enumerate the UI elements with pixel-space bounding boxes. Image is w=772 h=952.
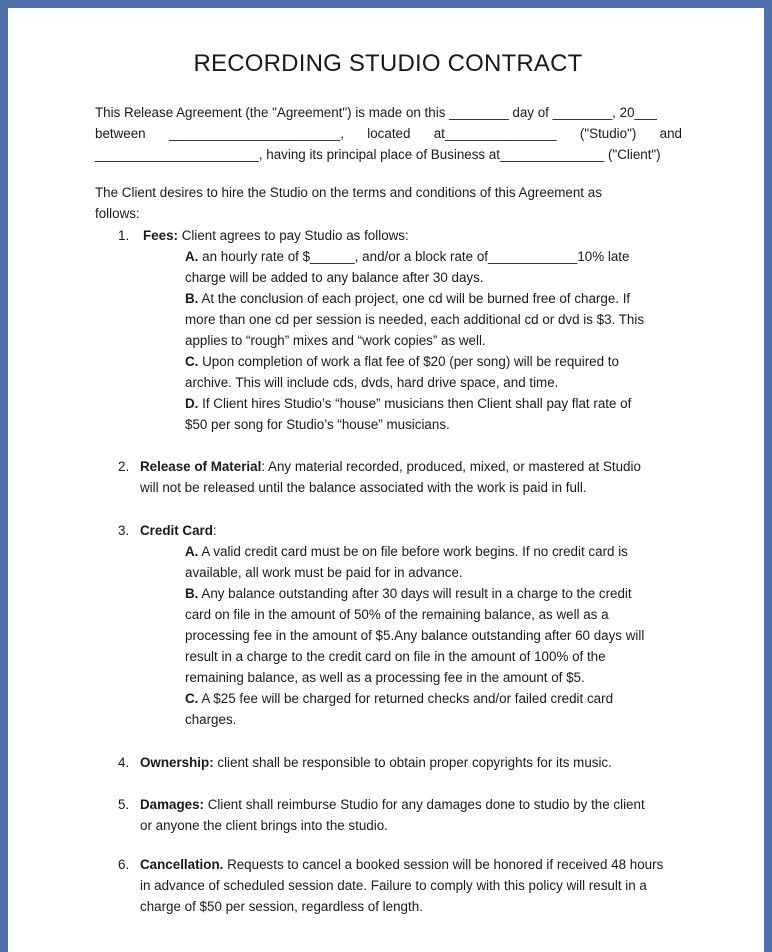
section-1b-line-1: B. At the conclusion of each project, one cd will be burned free of charge. If	[185, 291, 631, 306]
section-3b-line-3: processing fee in the amount of $5.Any balance outstanding after 60 days will	[185, 628, 645, 643]
intro-line-1: This Release Agreement (the "Agreement") is made on this ________ day of ________, 20___	[95, 105, 657, 120]
section-1a-line-2: charge will be added to any balance after 30 days.	[185, 270, 484, 285]
section-3b-line-5: remaining balance, as well as a processing fee in the amount of $5.	[185, 670, 585, 685]
section-3-number: 3.	[118, 523, 130, 538]
section-3b-line-2: card on file in the amount of 50% of the remaining balance, as well as a	[185, 607, 609, 622]
section-1-heading: Fees: Client agrees to pay Studio as follows:	[143, 228, 409, 243]
section-1c-line-1: C. Upon completion of work a flat fee of $20 (per song) will be required to	[185, 354, 619, 369]
section-5-line-2: or anyone the client brings into the studio.	[140, 818, 388, 833]
section-1b-line-3: applies to “rough” mixes and “work copies” as well.	[185, 333, 486, 348]
section-4-number: 4.	[118, 755, 130, 770]
section-6-line-1: Cancellation. Requests to cancel a booked session will be honored if received 48 hours	[140, 857, 664, 872]
section-1b-line-2: more than one cd per session is needed, each additional cd or dvd is $3. This	[185, 312, 645, 327]
section-3c-line-1: C. A $25 fee will be charged for returned checks and/or failed credit card	[185, 691, 614, 706]
section-6-line-3: charge of $50 per session, regardless of length.	[140, 899, 423, 914]
section-6-line-2: in advance of scheduled session date. Failure to comply with this policy will result in a	[140, 878, 647, 893]
section-1c-line-2: archive. This will include cds, dvds, hard drive space, and time.	[185, 375, 559, 390]
section-2-number: 2.	[118, 459, 130, 474]
section-1-number: 1.	[118, 228, 130, 243]
section-2-line-1: Release of Material: Any material recorded, produced, mixed, or mastered at Studio	[140, 459, 641, 474]
document-page	[8, 8, 764, 952]
section-2-line-2: will not be released until the balance associated with the work is paid in full.	[140, 480, 587, 495]
section-3b-line-1: B. Any balance outstanding after 30 days will result in a charge to the credit	[185, 586, 632, 601]
preamble-line-2: follows:	[95, 206, 140, 221]
section-1d-line-1: D. If Client hires Studio’s “house” musicians then Client shall pay flat rate of	[185, 396, 632, 411]
section-5-line-1: Damages: Client shall reimburse Studio for any damages done to studio by the client	[140, 797, 645, 812]
section-1d-line-2: $50 per song for Studio’s “house” musicians.	[185, 417, 450, 432]
section-3c-line-2: charges.	[185, 712, 237, 727]
section-3-heading: Credit Card:	[140, 523, 217, 538]
section-1a-line-1: A. an hourly rate of $______, and/or a block rate of____________10% late	[185, 249, 630, 264]
section-6-number: 6.	[118, 857, 130, 872]
section-4-line-1: Ownership: client shall be responsible to obtain proper copyrights for its music.	[140, 755, 612, 770]
intro-line-2: between _______________________, located at_______________ ("Studio") and	[95, 126, 682, 141]
page-title: RECORDING STUDIO CONTRACT	[193, 50, 583, 77]
section-3b-line-4: result in a charge to the credit card on file in the amount of 100% of the	[185, 649, 606, 664]
intro-line-3: ______________________, having its principal place of Business at______________ ("Client")	[95, 147, 661, 162]
section-5-number: 5.	[118, 797, 130, 812]
section-3a-line-2: available, all work must be paid for in advance.	[185, 565, 463, 580]
preamble-line-1: The Client desires to hire the Studio on the terms and conditions of this Agreement as	[95, 185, 602, 200]
section-3a-line-1: A. A valid credit card must be on file before work begins. If no credit card is	[185, 544, 628, 559]
